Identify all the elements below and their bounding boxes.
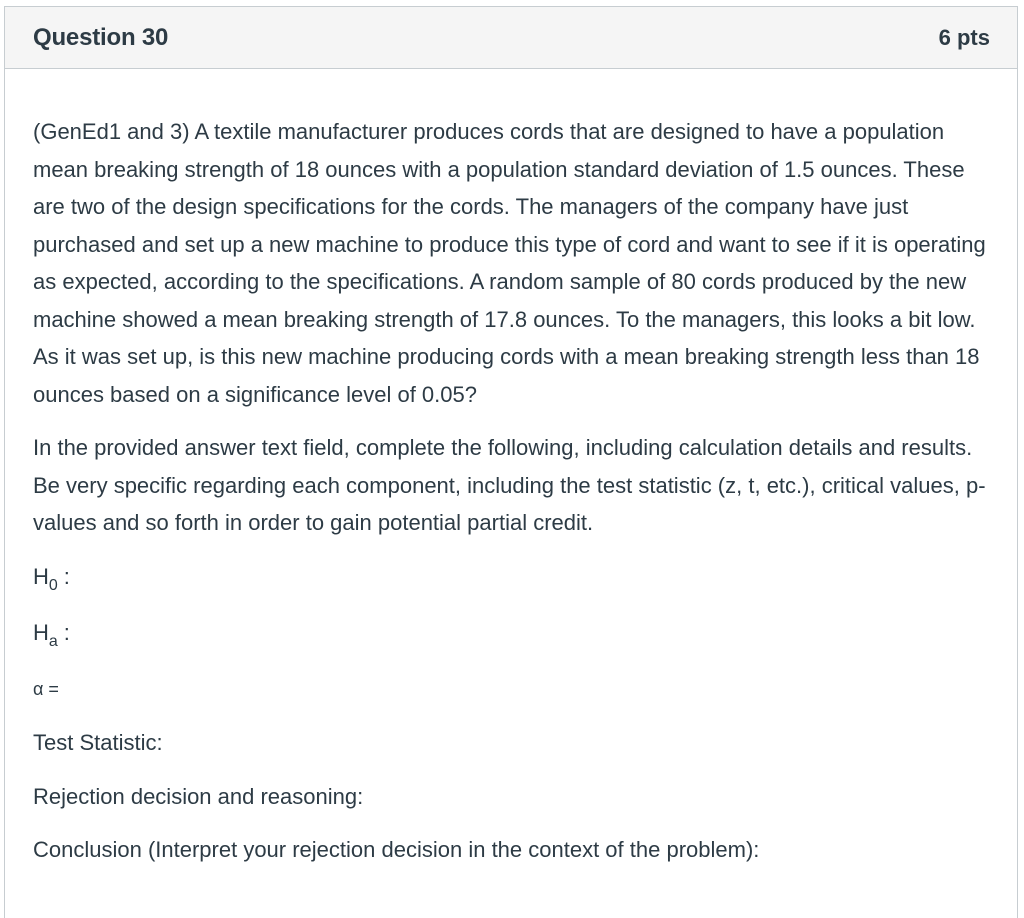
question-card bbox=[4, 6, 1018, 918]
null-hypothesis-label: $H_0$ : bbox=[33, 563, 70, 594]
rejection-decision-label: Rejection decision and reasoning: bbox=[33, 783, 364, 809]
question-title: Question 30 bbox=[33, 23, 169, 51]
question-points: 6 pts bbox=[938, 24, 990, 50]
question-header bbox=[5, 7, 1017, 69]
alternative-hypothesis-label: $H_a$ : bbox=[33, 620, 70, 650]
conclusion-label: Conclusion (Interpret your rejection decision in the context of the problem): bbox=[33, 837, 760, 862]
alpha-label: α = bbox=[33, 678, 59, 699]
instructions-text: In the provided answer text field, complete the following, including calculation details and results. Be very specific regarding each component, including the test statistic (z, t, etc.), critical values, p-values and so forth in order to gain potential partial credit. bbox=[33, 435, 986, 535]
test-statistic-label: Test Statistic: bbox=[33, 730, 163, 755]
question-body bbox=[5, 69, 1017, 869]
question-text: (GenEd1 and 3) A textile manufacturer produces cords that are designed to have a population mean breaking strength of 18 ounces with a population standard deviation of 1.5 ounces. These are two of the design specifications for the cords. The managers of the company have just purchased and set up a new machine to produce this type of cord and want to see if it is operating as expected, according to the specifications. A random sample of 80 cords produced by the new machine showed a mean breaking strength of 17.8 ounces. To the managers, this looks a bit low. As it was set up, is this new machine producing cords with a mean breaking strength less than 18 ounces based on a significance level of 0.05? bbox=[33, 119, 986, 407]
